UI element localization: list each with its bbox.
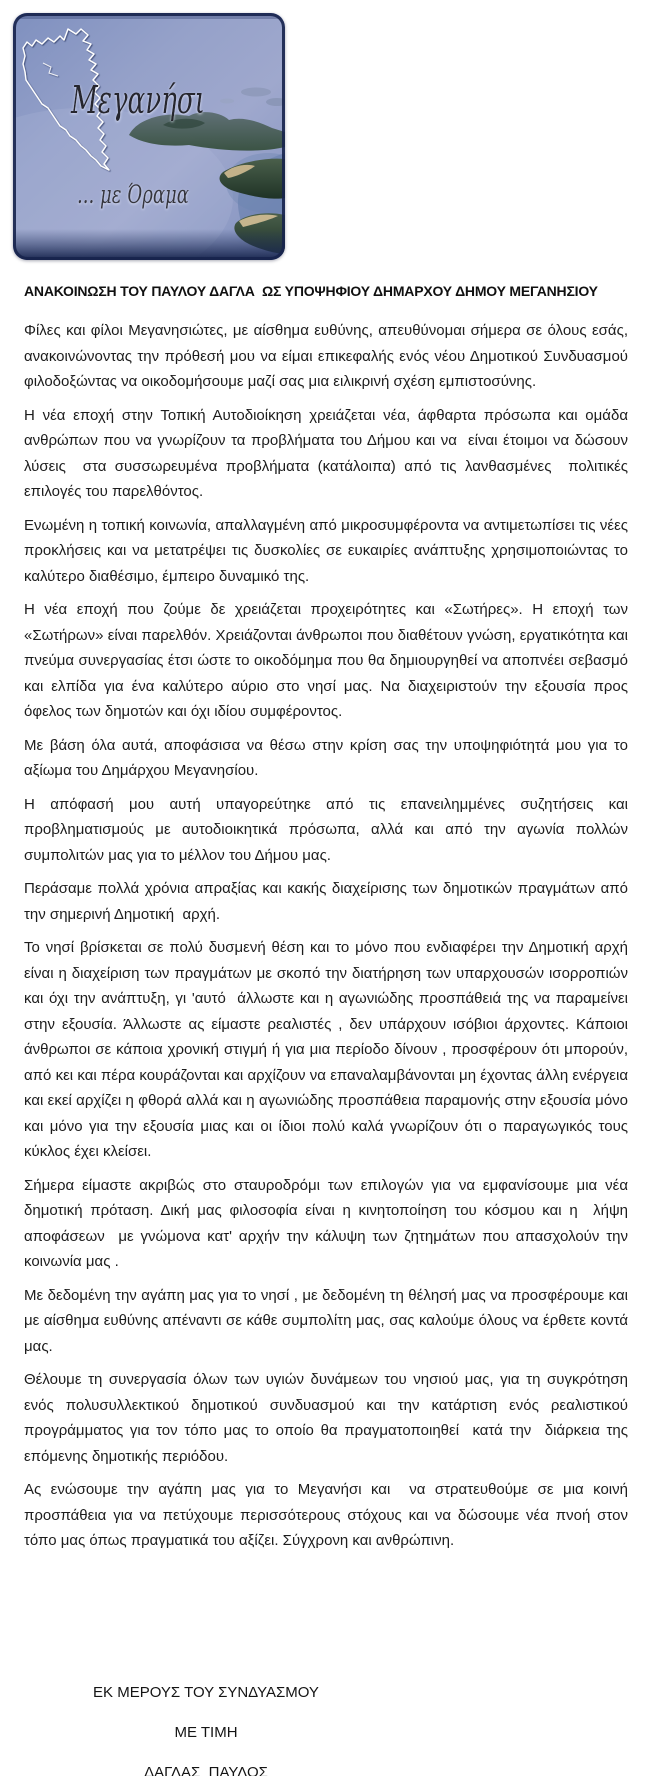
logo-title: Μεγανήσι	[70, 78, 205, 122]
body-paragraph: Η απόφασή μου αυτή υπαγορεύτηκε από τις επανειλημμένες συζητήσεις και προβληματισμούς με αυτοδιοικητικά πρόσωπα, αλλά και από την αγωνία πολλών συμπολιτών μας για το μέλλον του Δήμου μας.	[24, 795, 633, 864]
body-paragraph: Περάσαμε πολλά χρόνια απραξίας και κακής διαχείρισης των δημοτικών πραγμάτων από την σημερινή Δημοτική αρχή.	[24, 880, 633, 923]
body-paragraph: Η νέα εποχή που ζούμε δε χρειάζεται προχειρότητες και «Σωτήρες». Η εποχή των «Σωτήρων» είναι παρελθόν. Χρειάζονται άνθρωποι που διαθέτουν γνώση, εργατικότητα και πνεύμα συνεργασίας έτσι ώστε το οικοδόμημα που θα δημιουργηθεί να αποπνέει σεβασμό και ελπίδα για ένα καλύτερο αύριο στο νησί μας. Να διαχειριστούν την εξουσία προς όφελος των δημοτών και όχι ιδίου συμφέροντος.	[24, 601, 633, 720]
document-body	[24, 281, 633, 1562]
body-paragraph: Η νέα εποχή στην Τοπική Αυτοδιοίκηση χρειάζεται νέα, άφθαρτα πρόσωπα και ομάδα ανθρώπων που να γνωρίζουν τα προβλήματα του Δήμου και να είναι έτοιμοι να δώσουν λύσεις στα συσσωρευμένα προβλήματα (κατάλοιπα) από τις λανθασμένες πολιτικές επιλογές του παρελθόντος.	[24, 406, 633, 500]
body-paragraph: Ενωμένη η τοπική κοινωνία, απαλλαγμένη από μικροσυμφέροντα να αντιμετωπίσει τις νέες προκλήσεις και να μετατρέψει τις δυσκολίες σε ευκαιρίες ανάπτυξης χρησιμοποιώντας το καλύτερο διαθέσιμο, έμπειρο δυναμικό της.	[24, 516, 633, 585]
body-paragraph: Το νησί βρίσκεται σε πολύ δυσμενή θέση και το μόνο που ενδιαφέρει την Δημοτική αρχή είναι η διαχείριση των πραγμάτων με σκοπό την διατήρηση των υπαρχουσών ισορροπιών και όχι την ανάπτυξη, γι 'αυτό άλλωστε και η αγωνιώδης προσπάθειά της να παραμείνει στην εξουσία. Άλλωστε ας είμαστε ρεαλιστές , δεν υπάρχουν ισόβιοι άρχοντες. Κάποιοι άνθρωποι σε κάποια χρονική στιγμή ή για μια περίοδο δίνουν , προσφέρουν ότι μπορούν, από κει και πέρα κουράζονται και αρχίζουν να επαναλαμβάνονται μη έχοντας άλλη ενέργεια και εκεί αρχίζει η φθορά αλλά και η αγωνιώδης προσπάθεια παραμονής στην εξουσία μόνο και μόνο για την εξουσία μιας και οι ίδιοι πολύ καλά γνωρίζουν ότι ο παραγωγικός τους κύκλος έχει κλείσει.	[24, 939, 633, 1160]
signature-line-with-honor: ΜΕ ΤΙΜΗ	[174, 1724, 238, 1741]
signature-line-name: ΔΑΓΛΑΣ ΠΑΥΛΟΣ	[144, 1764, 268, 1776]
signature-line-on-behalf: ΕΚ ΜΕΡΟΥΣ ΤΟΥ ΣΥΝΔΥΑΣΜΟΥ	[93, 1684, 319, 1701]
bottom-vignette	[13, 229, 285, 260]
body-paragraph: Φίλες και φίλοι Μεγανησιώτες, με αίσθημα ευθύνης, απευθύνομαι σήμερα σε όλους εσάς, ανακοινώνοντας την πρόθεσή μου να είμαι επικεφαλής ενός νέου Δημοτικού Συνδυασμού φιλοδοξώντας να οικοδομήσουμε μαζί σας μια ειλικρινή σχέση εμπιστοσύνης.	[24, 322, 633, 390]
body-paragraph: Με βάση όλα αυτά, αποφάσισα να θέσω στην κρίση σας την υποψηφιότητά μου για το αξίωμα του Δημάρχου Μεγανησίου.	[24, 736, 633, 779]
logo-image	[13, 13, 285, 260]
body-paragraph: Με δεδομένη την αγάπη μας για το νησί , με δεδομένη τη θέλησή μας να προσφέρουμε και με αίσθημα ευθύνης απέναντι σε κάθε συμπολίτη μας, σας καλούμε όλους να έρθετε κοντά μας.	[24, 1286, 633, 1355]
body-paragraph: Σήμερα είμαστε ακριβώς στο σταυροδρόμι των επιλογών για να εμφανίσουμε μια νέα δημοτική πρόταση. Δική μας φιλοσοφία είναι η κινητοποίηση του κόσμου και η λήψη αποφάσεων με γνώμονα κατ' αρχήν την κάλυψη των ζητημάτων που απασχολούν την κοινωνία μας .	[24, 1176, 633, 1270]
body-paragraph: Ας ενώσουμε την αγάπη μας για το Μεγανήσι και να στρατευθούμε σε μια κοινή προσπάθεια για να πετύχουμε περισσότερους στόχους και να δώσουμε νέα πνοή στον τόπο μας όπως πραγματικά του αξίζει. Σύγχρονη και ανθρώπινη.	[24, 1481, 633, 1549]
document-title: ΑΝΑΚΟΙΝΩΣΗ ΤΟΥ ΠΑΥΛΟΥ ΔΑΓΛΑ ΩΣ ΥΠΟΨΗΦΙΟΥ ΔΗΜΑΡΧΟΥ ΔΗΜΟΥ ΜΕΓΑΝΗΣΙΟΥ	[24, 283, 598, 299]
body-paragraph: Θέλουμε τη συνεργασία όλων των υγιών δυνάμεων του νησιού μας, για τη συγκρότηση ενός πολυσυλλεκτικού δημοτικού συνδυασμού και την κατάρτιση ενός ρεαλιστικού προγράμματος για τον τόπο μας το οποίο θα πραγματοποιηθεί κατά την διάρκεια της επόμενης δημοτικής περιόδου.	[24, 1371, 633, 1465]
signature-block	[0, 1684, 412, 1776]
logo-photo-svg	[13, 13, 285, 260]
logo-subtitle: ... με Όραμα	[77, 180, 190, 209]
